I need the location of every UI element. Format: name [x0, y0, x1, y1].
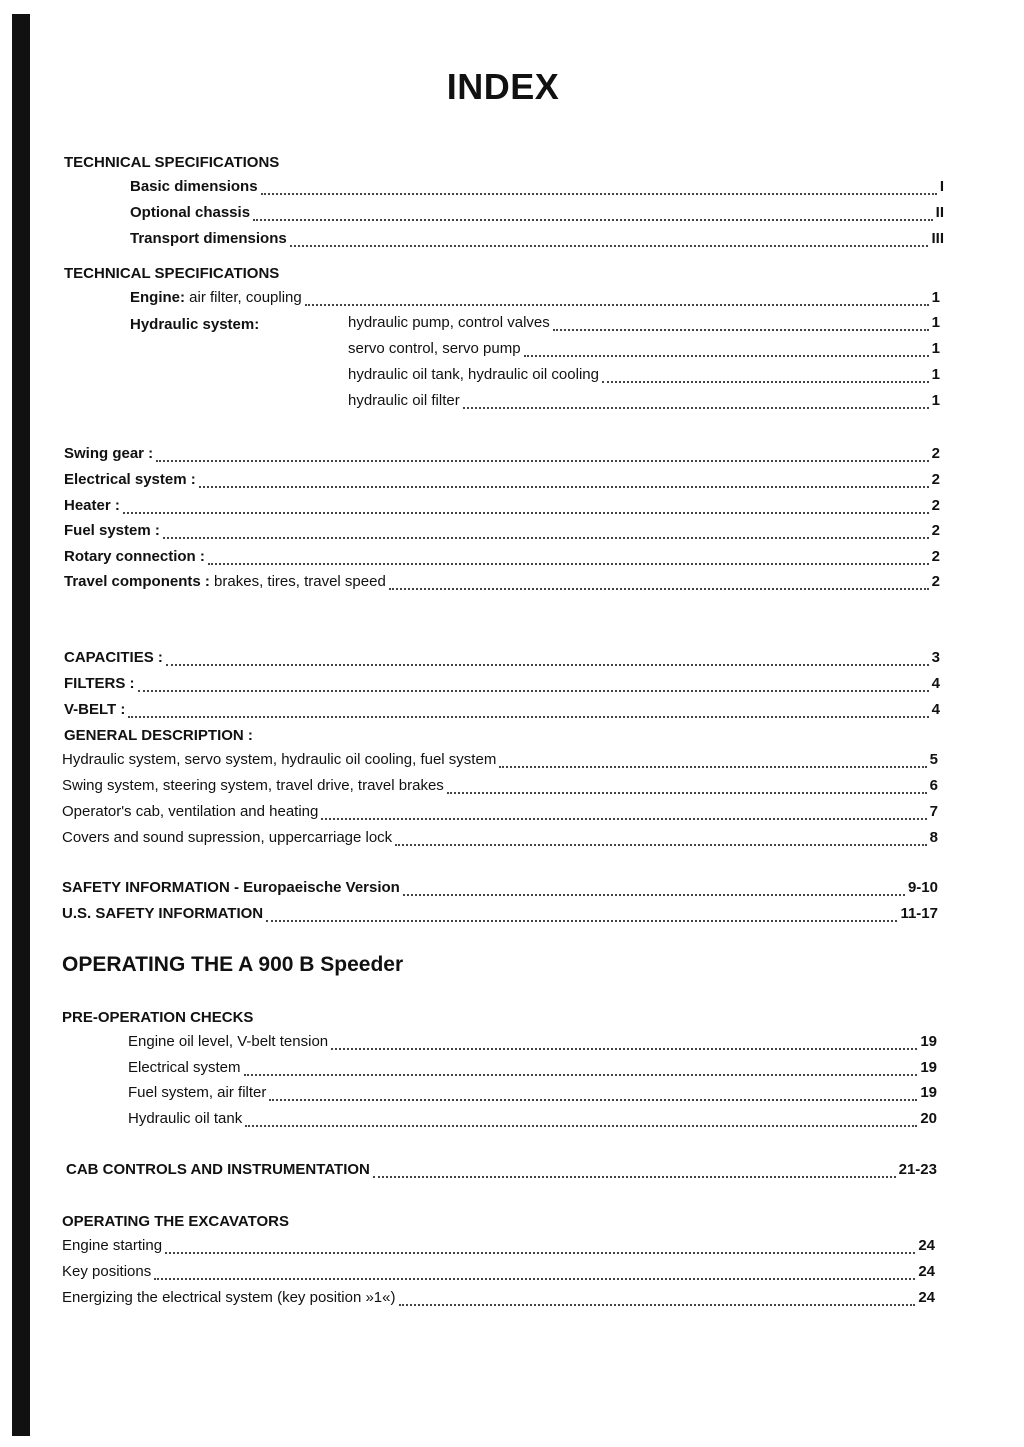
dot-leader: [156, 446, 928, 462]
index-entry[interactable]: [62, 777, 938, 799]
entry-label: Engine oil level, V-belt tension: [128, 1033, 329, 1050]
entry-label: Energizing the electrical system (key position »1«): [62, 1289, 396, 1306]
index-entry[interactable]: [62, 1289, 935, 1311]
dot-leader: [266, 906, 897, 922]
entry-label: Electrical system :: [64, 471, 196, 488]
index-entry[interactable]: [66, 1161, 937, 1183]
entry-page: 19: [920, 1059, 937, 1076]
index-entry[interactable]: [128, 1110, 937, 1132]
index-entry[interactable]: [64, 497, 940, 519]
section-heading-technical-specifications: TECHNICAL SPECIFICATIONS: [64, 154, 280, 171]
entry-page: 8: [929, 829, 938, 846]
entry-label: CAB CONTROLS AND INSTRUMENTATION: [66, 1161, 370, 1178]
entry-page: 2: [931, 548, 940, 565]
index-entry[interactable]: [64, 471, 940, 493]
entry-label: Hydraulic oil tank: [128, 1110, 243, 1127]
entry-page: 1: [931, 392, 940, 409]
entry-label: Electrical system: [128, 1059, 241, 1076]
entry-page: 20: [920, 1110, 937, 1127]
dot-leader: [399, 1290, 916, 1306]
page-title: INDEX: [446, 66, 560, 107]
entry-page: 24: [918, 1263, 935, 1280]
index-entry[interactable]: [62, 1263, 935, 1285]
entry-page: 19: [920, 1033, 937, 1050]
entry-page: 1: [931, 314, 940, 331]
binding-edge-bar: [12, 14, 30, 1436]
index-entry[interactable]: [62, 879, 938, 901]
entry-label: Fuel system, air filter: [128, 1084, 267, 1101]
entry-label: Key positions: [62, 1263, 152, 1280]
dot-leader: [403, 880, 905, 896]
entry-label-rest: brakes, tires, travel speed: [209, 573, 386, 590]
dot-leader: [553, 315, 929, 331]
entry-label: Basic dimensions: [130, 178, 258, 195]
entry-label: Optional chassis: [130, 204, 251, 221]
index-entry[interactable]: [64, 675, 940, 697]
dot-leader: [123, 498, 929, 514]
dot-leader: [128, 702, 928, 718]
index-entry[interactable]: [62, 751, 938, 773]
index-entry[interactable]: [130, 204, 944, 226]
index-entry[interactable]: [348, 392, 940, 414]
index-entry[interactable]: [62, 829, 938, 851]
index-entry[interactable]: [64, 445, 940, 467]
entry-label: Swing gear :: [64, 445, 154, 462]
dot-leader: [199, 472, 929, 488]
entry-page: III: [931, 230, 944, 247]
dot-leader: [524, 341, 929, 357]
entry-page: 24: [918, 1289, 935, 1306]
section-heading-technical-specifications: TECHNICAL SPECIFICATIONS: [64, 265, 280, 282]
entry-label: Rotary connection :: [64, 548, 205, 565]
index-entry[interactable]: [64, 701, 940, 723]
index-entry[interactable]: [348, 314, 940, 336]
index-entry[interactable]: [64, 522, 940, 544]
entry-label: Hydraulic system, servo system, hydraulic oil cooling, fuel system: [62, 751, 497, 768]
dot-leader: [499, 752, 926, 768]
section-heading-general-description: GENERAL DESCRIPTION :: [64, 727, 253, 744]
entry-page: 4: [931, 701, 940, 718]
entry-label: Transport dimensions: [130, 230, 287, 247]
dot-leader: [253, 205, 933, 221]
entry-label: Operator's cab, ventilation and heating: [62, 803, 319, 820]
entry-page: 24: [918, 1237, 935, 1254]
section-heading-operating-the-excavators: OPERATING THE EXCAVATORS: [62, 1213, 289, 1230]
dot-leader: [447, 778, 927, 794]
entry-page: 6: [929, 777, 938, 794]
index-entry[interactable]: [62, 1237, 935, 1259]
dot-leader: [305, 290, 929, 306]
entry-page: 1: [931, 366, 940, 383]
entry-label: Covers and sound supression, uppercarriage lock: [62, 829, 393, 846]
entry-label: SAFETY INFORMATION - Europaeische Version: [62, 879, 400, 896]
entry-label-rest: air filter, coupling: [185, 289, 302, 306]
entry-label: servo control, servo pump: [348, 340, 521, 357]
entry-page: 5: [929, 751, 938, 768]
dot-leader: [245, 1111, 917, 1127]
entry-label: U.S. SAFETY INFORMATION: [62, 905, 264, 922]
entry-page: 19: [920, 1084, 937, 1101]
dot-leader: [165, 1238, 915, 1254]
index-entry[interactable]: [64, 548, 940, 570]
dot-leader: [602, 367, 929, 383]
dot-leader: [166, 650, 929, 666]
dot-leader: [261, 179, 937, 195]
entry-page: 7: [929, 803, 938, 820]
index-entry[interactable]: [348, 340, 940, 362]
entry-page: 11-17: [900, 905, 938, 922]
index-entry[interactable]: [128, 1059, 937, 1081]
entry-page: 2: [931, 471, 940, 488]
dot-leader: [373, 1162, 896, 1178]
dot-leader: [290, 231, 929, 247]
entry-page: 1: [931, 340, 940, 357]
entry-page: 9-10: [907, 879, 938, 896]
entry-page: 2: [931, 445, 940, 462]
index-entry[interactable]: [128, 1084, 937, 1106]
entry-label: Engine starting: [62, 1237, 163, 1254]
index-entry-travel-components[interactable]: [64, 573, 940, 595]
section-heading-operating: OPERATING THE A 900 B Speeder: [62, 953, 404, 976]
dot-leader: [463, 393, 929, 409]
entry-label: Heater :: [64, 497, 120, 514]
index-entry[interactable]: [130, 230, 944, 252]
index-entry[interactable]: [64, 649, 940, 671]
entry-page: 21-23: [898, 1161, 937, 1178]
dot-leader: [244, 1060, 918, 1076]
dot-leader: [389, 574, 929, 590]
dot-leader: [321, 804, 926, 820]
index-entry[interactable]: [62, 803, 938, 825]
entry-page: 2: [931, 497, 940, 514]
dot-leader: [208, 549, 929, 565]
entry-label: [64, 573, 386, 590]
entry-page: 2: [931, 522, 940, 539]
entry-page: I: [939, 178, 944, 195]
entry-label: CAPACITIES :: [64, 649, 163, 666]
dot-leader: [395, 830, 926, 846]
entry-page: 1: [931, 289, 940, 306]
index-entry[interactable]: [348, 366, 940, 388]
index-entry-engine[interactable]: [130, 289, 940, 311]
hydraulic-system-label: Hydraulic system:: [130, 316, 260, 333]
entry-label-bold: Engine:: [130, 289, 185, 306]
entry-label: Swing system, steering system, travel drive, travel brakes: [62, 777, 444, 794]
dot-leader: [331, 1034, 917, 1050]
dot-leader: [269, 1085, 917, 1101]
index-entry[interactable]: [62, 905, 938, 927]
entry-label: Fuel system :: [64, 522, 160, 539]
dot-leader: [138, 676, 929, 692]
entry-page: II: [935, 204, 944, 221]
index-entry[interactable]: [130, 178, 944, 200]
dot-leader: [154, 1264, 915, 1280]
entry-page: 3: [931, 649, 940, 666]
entry-label: [130, 289, 302, 306]
dot-leader: [163, 523, 929, 539]
entry-label-bold: Travel components :: [64, 573, 210, 590]
entry-label: hydraulic pump, control valves: [348, 314, 550, 331]
entry-label: hydraulic oil tank, hydraulic oil cooling: [348, 366, 599, 383]
entry-page: 4: [931, 675, 940, 692]
section-heading-pre-operation-checks: PRE-OPERATION CHECKS: [62, 1009, 254, 1026]
entry-page: 2: [931, 573, 940, 590]
entry-label: FILTERS :: [64, 675, 135, 692]
entry-label: V-BELT :: [64, 701, 126, 718]
index-entry[interactable]: [128, 1033, 937, 1055]
entry-label: hydraulic oil filter: [348, 392, 460, 409]
